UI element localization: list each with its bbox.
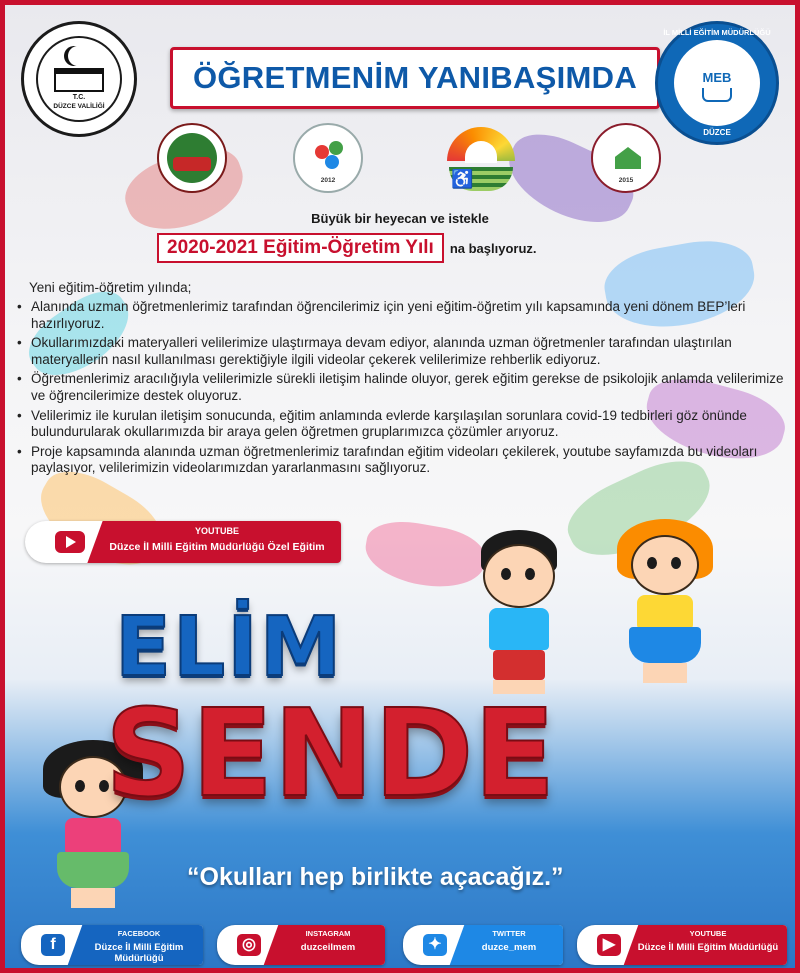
facebook-link[interactable] [21,925,203,965]
intro-line: Büyük bir heyecan ve istekle [311,211,489,226]
logo-year: 2012 [320,177,336,184]
ozel-egitim-meslek-okulu-logo-icon [293,123,363,193]
meb-seal-arc-text: İL MİLLİ EĞİTİM MÜDÜRLÜĞÜ [663,28,771,37]
open-book-icon [702,88,732,102]
girl-illustration-right [617,515,713,690]
seal-line2: DÜZCE VALİLİĞİ [53,103,105,110]
social-platform: FACEBOOK [117,929,161,938]
facebook-icon: f [41,934,65,956]
list-item: • Öğretmenlerimiz aracılığıyla velilerimizle sürekli iletişim halinde oluyor, gerek eğitim gerekse de psikolojik anlamda velilerimize ve öğrencilerimize destek oluyoruz. [17,371,792,404]
logo-year: 2015 [618,177,634,184]
crescent-icon [68,46,88,66]
rainbow-wheelchair-logo-icon: ♿ [437,117,525,197]
youtube-link[interactable] [577,925,787,965]
instagram-icon: ◎ [237,934,261,956]
intro-highlight-row [157,233,537,263]
duzce-valiligi-seal [21,21,137,137]
youtube-icon [55,531,85,553]
social-platform: TWITTER [492,929,526,938]
twitter-link[interactable] [403,925,563,965]
meb-seal [655,21,779,145]
title-banner [170,47,660,109]
slogan: “Okulları hep birlikte açacağız.” [187,863,564,891]
social-platform: YOUTUBE [689,929,727,938]
headline-sende: SENDE [105,685,556,824]
seal-line1: T.C. [72,94,86,101]
list-item: • Proje kapsamında alanında uzman öğretmenlerimiz tarafından eğitim videoları çekilerek, youtube sayfamızda bu videoları paylaşıyor, velilerimizin videolarımızdan yararlanmasını sağlıyoruz. [17,444,792,477]
youtube-label: YOUTUBE [194,526,239,536]
twitter-icon: ✦ [423,934,447,956]
meb-seal-bottom: DÜZCE [703,128,731,137]
school-logo-icon [157,123,227,193]
list-item: • Alanında uzman öğretmenlerimiz tarafından öğrencilerimiz için yeni eğitim-öğretim yılı kapsamında yeni dönem BEP’leri hazırlıyoruz. [17,299,792,332]
youtube-channel-name: Düzce İl Milli Eğitim Müdürlüğü Özel Eğitim [109,541,325,553]
headline-elim: ELİM [115,600,344,695]
meb-seal-center: MEB [702,70,732,85]
social-handle: Düzce İl Milli Eğitim Müdürlüğü [94,942,184,964]
activity-list [17,299,792,480]
social-platform: INSTAGRAM [305,929,351,938]
list-item: • Okullarımızdaki materyalleri velilerimize ulaştırmaya devam ediyor, alanında uzman öğretmenler tarafından ulaştırılan materyallerin nasıl kullanılması gerektiğiyle ilgili videolar çekerek velilerimize rehberlik ediyoruz. [17,335,792,368]
boy-illustration [475,530,565,700]
building-icon [54,68,104,92]
social-handle: duzceilmem [300,942,356,953]
list-intro: Yeni eğitim-öğretim yılında; [29,280,192,295]
social-handle: Düzce İl Milli Eğitim Müdürlüğü [637,942,779,953]
youtube-channel-banner[interactable] [25,521,341,563]
ozel-egitim-anaokulu-logo-icon [591,123,661,193]
social-handle: duzce_mem [481,942,537,953]
page-title: ÖĞRETMENİM YANIBAŞIMDA [192,60,638,95]
youtube-icon: ▶ [597,934,621,956]
instagram-link[interactable] [217,925,385,965]
school-year-highlight: 2020-2021 Eğitim-Öğretim Yılı [157,233,444,263]
intro-suffix: na başlıyoruz. [449,240,537,256]
list-item: • Velilerimiz ile kurulan iletişim sonucunda, eğitim anlamında evlerde karşılaşılan sorunlara covid-19 tedbirleri göz önünde bulundurularak okullarımızda bir araya gelen öğretmen gruplarımızca çözümler arıyoruz. [17,408,792,441]
